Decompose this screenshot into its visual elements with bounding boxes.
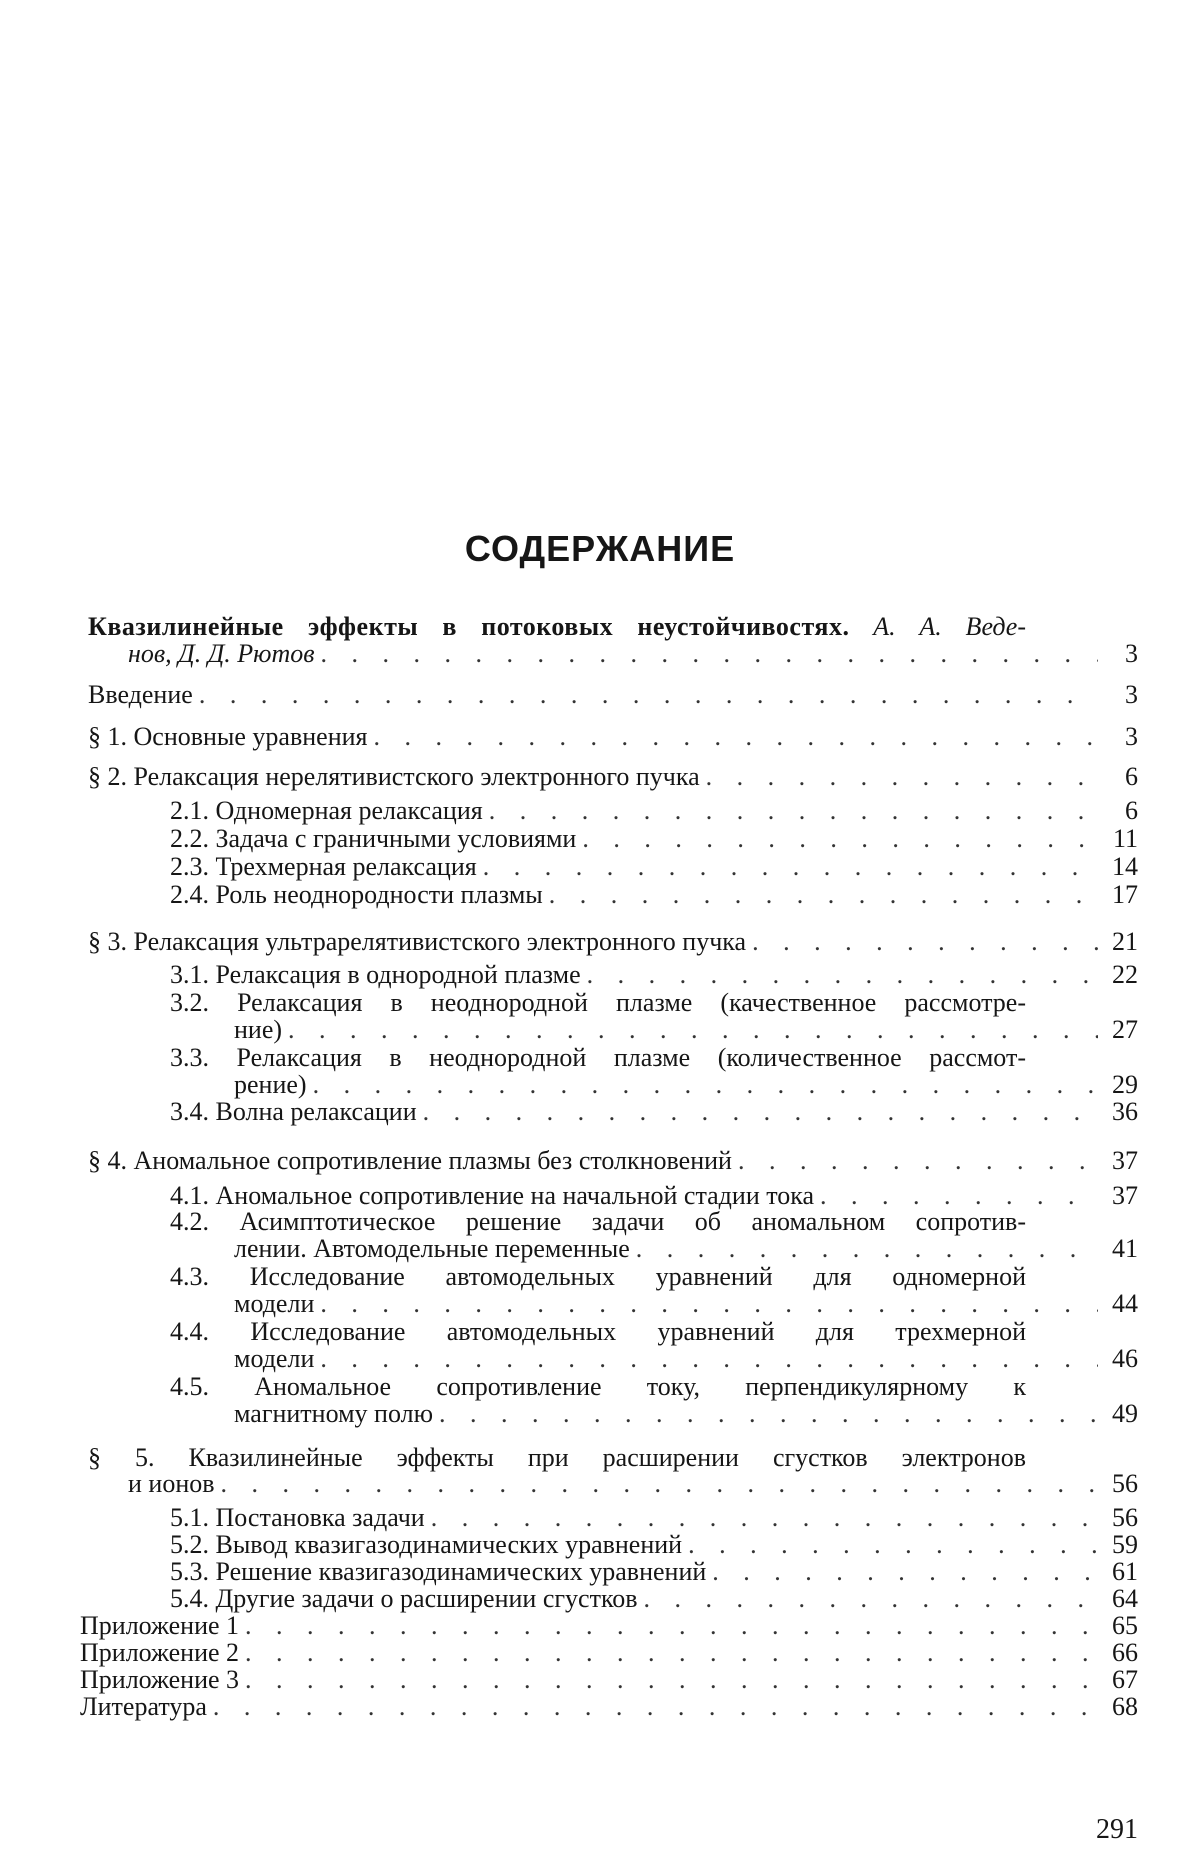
page-number: 49 (1112, 1399, 1138, 1428)
leader-dots (417, 1097, 1098, 1127)
entry-text: 5.4. Другие задачи о расширении сгустков (170, 1584, 638, 1613)
leader-dots (425, 1503, 1098, 1533)
entry-text: 5.3. Решение квазигазодинамических уравнений (170, 1557, 707, 1586)
page-number: 6 (1125, 796, 1138, 825)
entry-text: 2.4. Роль неоднородности плазмы (170, 880, 543, 909)
entry-text: 3.4. Волна релаксации (170, 1097, 417, 1126)
page-number: 27 (1112, 1015, 1138, 1044)
toc-entry (170, 824, 1138, 854)
page-number: 3 (1125, 639, 1138, 668)
page-number: 68 (1112, 1692, 1138, 1721)
toc-entry-article (128, 639, 1138, 669)
toc-entry (88, 927, 1138, 957)
entry-text: Приложение 1 (80, 1611, 240, 1640)
leader-dots (706, 1557, 1098, 1587)
leader-dots (314, 1289, 1098, 1319)
page-number: 14 (1112, 852, 1138, 881)
leader-dots (746, 927, 1098, 957)
toc-entry (80, 1665, 1138, 1695)
page-number: 6 (1125, 762, 1138, 791)
leader-dots (207, 1692, 1098, 1722)
toc-entry (170, 796, 1138, 826)
entry-text: § 4. Аномальное сопротивление плазмы без столкновений (88, 1146, 732, 1175)
leader-dots (576, 824, 1098, 854)
entry-text: Приложение 2 (80, 1638, 240, 1667)
leader-dots (638, 1584, 1098, 1614)
leader-dots (239, 1638, 1098, 1668)
entry-text: 2.1. Одномерная релаксация (170, 796, 483, 825)
page-number: 59 (1112, 1530, 1138, 1559)
page-number: 41 (1112, 1234, 1138, 1263)
page-number: 67 (1112, 1665, 1138, 1694)
toc-entry-line1: 4.4. Исследование автомодельных уравнений для трехмерной (170, 1317, 1026, 1346)
page-number: 64 (1112, 1584, 1138, 1613)
toc-entry (234, 1234, 1138, 1264)
leader-dots (732, 1146, 1098, 1176)
page-number: 65 (1112, 1611, 1138, 1640)
leader-dots (433, 1399, 1098, 1429)
entry-text: магнитному полю (234, 1399, 434, 1428)
toc-entry-line1: 3.3. Релаксация в неоднородной плазме (количественное рассмот- (170, 1043, 1026, 1072)
entry-text: лении. Автомодельные переменные (234, 1234, 630, 1263)
page-number: 46 (1112, 1344, 1138, 1373)
entry-text: модели (234, 1289, 315, 1318)
article-authors-part1: А. А. Веде- (873, 612, 1027, 641)
toc-entry (234, 1289, 1138, 1319)
toc-entry (88, 680, 1138, 710)
toc-entry (234, 1344, 1138, 1374)
toc-entry (170, 1557, 1138, 1587)
page-number: 56 (1112, 1503, 1138, 1532)
leader-dots (282, 1015, 1098, 1045)
leader-dots (193, 680, 1098, 710)
leader-dots (682, 1530, 1098, 1560)
entry-text: Приложение 3 (80, 1665, 240, 1694)
page-number: 37 (1112, 1181, 1138, 1210)
toc-entry (170, 960, 1138, 990)
page-number: 36 (1112, 1097, 1138, 1126)
toc-entry-line1: 4.3. Исследование автомодельных уравнений для одномерной (170, 1262, 1026, 1291)
entry-text: 5.1. Постановка задачи (170, 1503, 425, 1532)
page-folio: 291 (1096, 1814, 1138, 1845)
leader-dots (543, 880, 1098, 910)
toc-entry (170, 1097, 1138, 1127)
page-number: 11 (1112, 824, 1138, 853)
toc-entry (170, 1503, 1138, 1533)
leader-dots (581, 960, 1098, 990)
toc-entry-line1: 3.2. Релаксация в неоднородной плазме (качественное рассмотре- (170, 988, 1026, 1017)
page-number: 61 (1112, 1557, 1138, 1586)
article-title: Квазилинейные эффекты в потоковых неустойчивостях. (88, 612, 850, 641)
toc-entry-line1: 4.5. Аномальное сопротивление току, перпендикулярному к (170, 1372, 1026, 1401)
leader-dots (368, 722, 1099, 752)
leader-dots (477, 852, 1098, 882)
leader-dots (314, 1344, 1098, 1374)
page-number: 3 (1125, 722, 1138, 751)
entry-text: 2.3. Трехмерная релаксация (170, 852, 477, 881)
entry-text: § 1. Основные уравнения (88, 722, 368, 751)
toc-entry (80, 1692, 1138, 1722)
leader-dots (215, 1469, 1098, 1499)
toc-entry (88, 722, 1138, 752)
toc-entry (170, 880, 1138, 910)
leader-dots (630, 1234, 1098, 1264)
toc-entry (170, 852, 1138, 882)
entry-text: модели (234, 1344, 315, 1373)
toc-entry (80, 1611, 1138, 1641)
toc-entry-line1: 4.2. Асимптотическое решение задачи об аномальном сопротив- (170, 1207, 1026, 1236)
article-authors-part2: нов, Д. Д. Рютов (128, 639, 315, 668)
toc-entry (234, 1015, 1138, 1045)
page-number: 21 (1112, 927, 1138, 956)
toc-entry (88, 762, 1138, 792)
entry-text: ние) (234, 1015, 283, 1044)
leader-dots (239, 1665, 1098, 1695)
entry-text: § 3. Релаксация ультрарелятивистского электронного пучка (88, 927, 747, 956)
entry-text: рение) (234, 1070, 307, 1099)
leader-dots (239, 1611, 1098, 1641)
toc-entry-line1: § 5. Квазилинейные эффекты при расширении сгустков электронов (88, 1443, 1026, 1472)
toc-entry (88, 1146, 1138, 1176)
entry-text: 2.2. Задача с граничными условиями (170, 824, 577, 853)
entry-text: 3.1. Релаксация в однородной плазме (170, 960, 581, 989)
leader-dots (315, 639, 1098, 669)
page-title: СОДЕРЖАНИЕ (464, 528, 736, 569)
toc-entry (170, 1530, 1138, 1560)
leader-dots (700, 762, 1098, 792)
toc-entry (80, 1638, 1138, 1668)
page-number: 17 (1112, 880, 1138, 909)
entry-text: Введение (88, 680, 193, 709)
page-number: 3 (1125, 680, 1138, 709)
page-number: 22 (1112, 960, 1138, 989)
entry-text: 4.1. Аномальное сопротивление на начальной стадии тока (170, 1181, 815, 1210)
page-number: 37 (1112, 1146, 1138, 1175)
entry-text: 5.2. Вывод квазигазодинамических уравнений (170, 1530, 683, 1559)
article-title-line (88, 612, 1026, 642)
page-number: 56 (1112, 1469, 1138, 1498)
entry-text: и ионов (128, 1469, 215, 1498)
toc-entry (128, 1469, 1138, 1499)
page-number: 44 (1112, 1289, 1138, 1318)
toc-entry (234, 1070, 1138, 1100)
page-number: 66 (1112, 1638, 1138, 1667)
entry-text: Литература (80, 1692, 207, 1721)
leader-dots (483, 796, 1098, 826)
toc-entry (234, 1399, 1138, 1429)
page-number: 29 (1112, 1070, 1138, 1099)
toc-entry (170, 1584, 1138, 1614)
leader-dots (307, 1070, 1098, 1100)
entry-text: § 2. Релаксация нерелятивистского электронного пучка (88, 762, 700, 791)
